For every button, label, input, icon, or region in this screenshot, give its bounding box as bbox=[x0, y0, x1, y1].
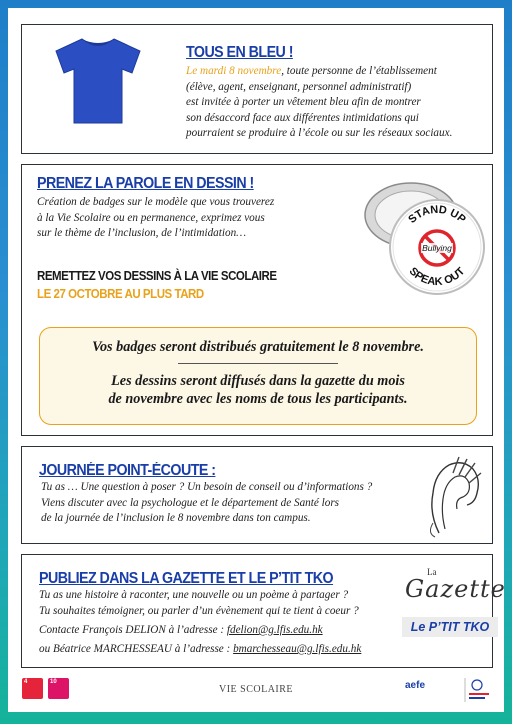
text-line: , toute personne de l’établissement bbox=[281, 65, 437, 77]
email-link[interactable]: bmarchesseau@g.lfis.edu.hk bbox=[233, 643, 362, 655]
lfis-logo-icon bbox=[463, 676, 493, 704]
sdg-number: 10 bbox=[50, 679, 57, 685]
section-text bbox=[186, 64, 482, 142]
contact-list bbox=[39, 621, 419, 659]
gazette-logo-small: La bbox=[427, 567, 437, 577]
section-prenez-la-parole bbox=[21, 164, 493, 436]
section-text bbox=[41, 480, 421, 527]
text-line: (élève, agent, enseignant, personnel administratif) bbox=[186, 80, 412, 93]
text-line: à la Vie Scolaire ou en permanence, exprimez vous bbox=[37, 211, 265, 224]
ptit-tko-logo: Le P’TIT TKO bbox=[402, 617, 498, 637]
deadline-date: LE 27 OCTOBRE AU PLUS TARD bbox=[37, 287, 204, 301]
text-line: Tu souhaites témoigner, ou parler d’un évènement qui te tient à coeur ? bbox=[39, 604, 359, 617]
listening-ear-icon bbox=[419, 453, 485, 539]
stand-up-badge-icon bbox=[357, 175, 487, 300]
notice-divider bbox=[178, 363, 338, 364]
callout-line: REMETTEZ VOS DESSINS À LA VIE SCOLAIRE bbox=[37, 269, 277, 283]
blue-tshirt-icon bbox=[52, 35, 144, 125]
gazette-logo-text: Gazette bbox=[405, 575, 506, 603]
flyer-page bbox=[8, 8, 504, 712]
section-text bbox=[37, 195, 337, 242]
date-highlight: Le mardi 8 novembre bbox=[186, 65, 282, 77]
contact-label: ou Béatrice MARCHESSEAU à l’adresse : bbox=[39, 643, 234, 655]
notice-line: Les dessins seront diffusés dans la gazette du mois bbox=[111, 373, 405, 389]
footer-label: VIE SCOLAIRE bbox=[218, 684, 294, 695]
badge-top-text: STAND UP bbox=[406, 203, 468, 226]
section-title: PUBLIEZ DANS LA GAZETTE ET LE P’TIT TKO bbox=[39, 570, 334, 587]
info-notice bbox=[39, 327, 477, 425]
section-tous-en-bleu bbox=[21, 24, 493, 154]
text-line: Tu as une histoire à raconter, une nouvelle ou un poème à partager ? bbox=[39, 589, 349, 601]
text-line: de la journée de l’inclusion le 8 novembre dans ton campus. bbox=[41, 512, 311, 524]
gazette-logo bbox=[405, 567, 506, 613]
badge-bottom-text: SPEAK OUT bbox=[406, 265, 468, 289]
text-line: Création de badges sur le modèle que vous trouverez bbox=[37, 196, 275, 208]
section-text bbox=[39, 588, 399, 619]
text-line: est invitée à porter un vêtement bleu afin de montrer bbox=[186, 96, 421, 108]
badge-middle-text: Bullying bbox=[422, 243, 452, 253]
deadline-callout bbox=[37, 267, 313, 303]
aefe-logo: aefe bbox=[405, 680, 426, 691]
notice-line: Vos badges seront distribués gratuitement le 8 novembre. bbox=[92, 339, 424, 355]
contact-label: Contacte François DELION à l’adresse : bbox=[39, 624, 227, 636]
section-gazette bbox=[21, 554, 506, 668]
text-line: Viens discuter avec la psychologue et le département de Santé lors bbox=[41, 496, 340, 509]
text-line: Tu as … Une question à poser ? Un besoin de conseil ou d’informations ? bbox=[41, 481, 373, 493]
section-point-ecoute bbox=[21, 446, 493, 544]
text-line: sur le thème de l’inclusion, de l’intimidation… bbox=[37, 227, 247, 239]
section-title: JOURNÉE POINT-ÉCOUTE : bbox=[39, 462, 216, 479]
contact-item bbox=[39, 640, 419, 659]
section-title: TOUS EN BLEU ! bbox=[186, 44, 293, 61]
text-line: son désaccord face aux différentes intimidations qui bbox=[186, 111, 419, 124]
notice-line: de novembre avec les noms de tous les participants. bbox=[108, 391, 408, 407]
text-line: pourraient se produire à l’école ou sur les réseaux sociaux. bbox=[186, 127, 453, 139]
section-title: PRENEZ LA PAROLE EN DESSIN ! bbox=[37, 175, 254, 192]
email-link[interactable]: fdelion@g.lfis.edu.hk bbox=[226, 624, 323, 636]
contact-item bbox=[39, 621, 419, 640]
sdg-number: 4 bbox=[24, 679, 28, 685]
